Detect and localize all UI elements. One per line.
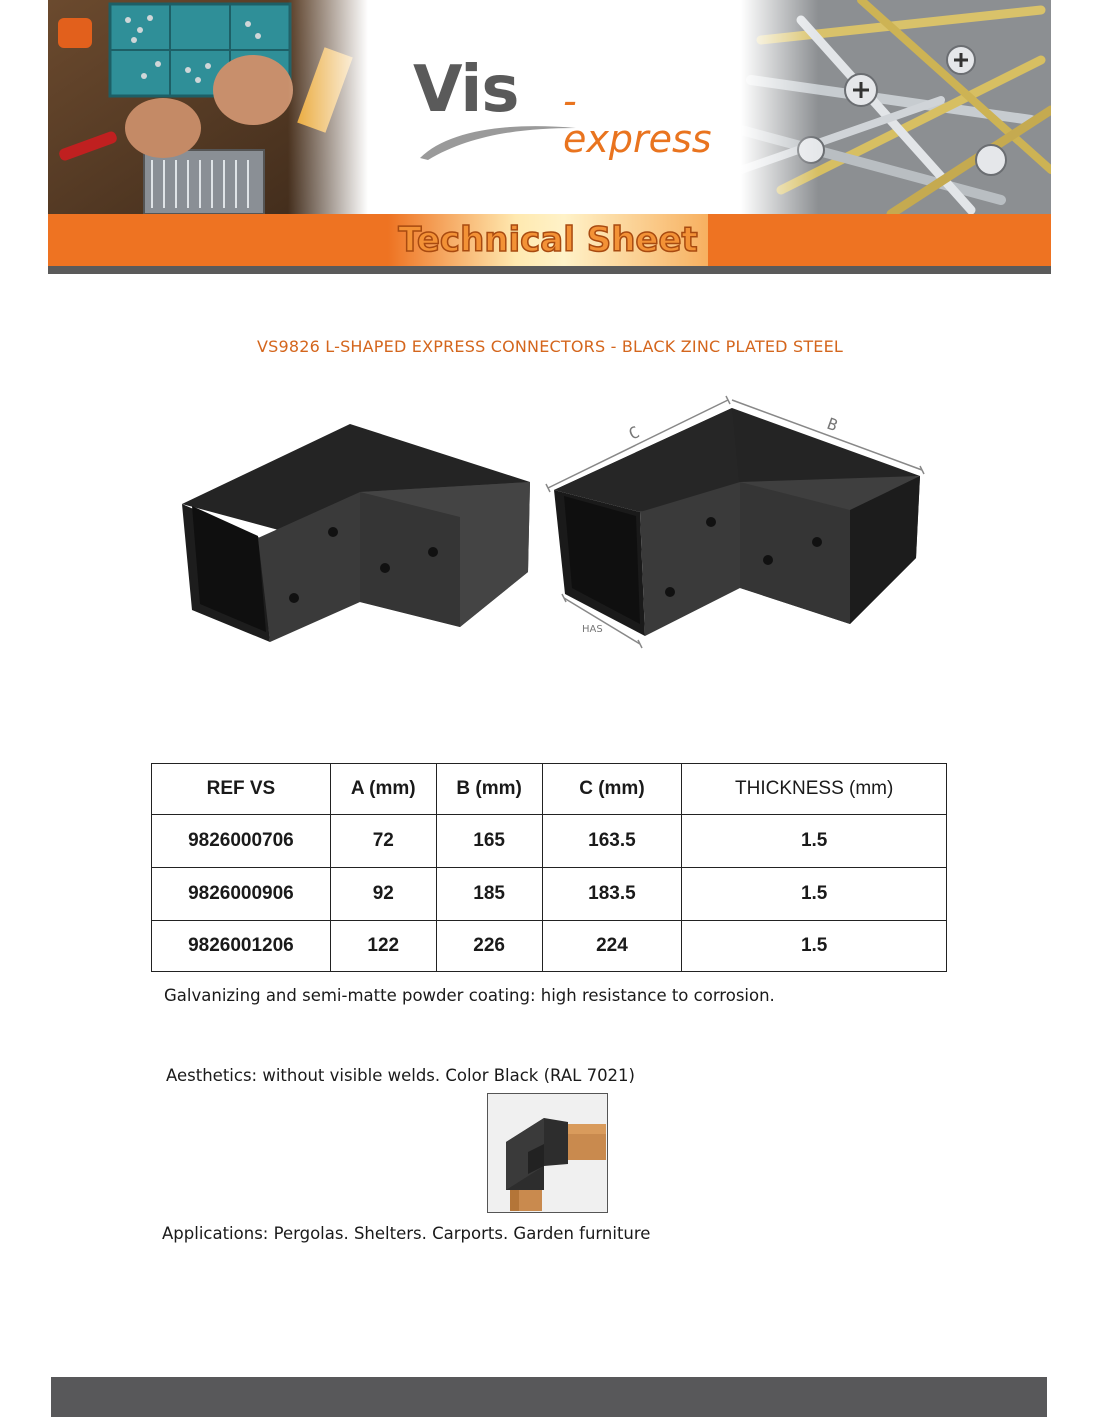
screws-photo [741, 0, 1051, 214]
table-row [152, 921, 947, 972]
logo-swoosh-icon [418, 120, 578, 160]
document-title: VS9826 L-SHAPED EXPRESS CONNECTORS - BLACK ZINC PLATED STEEL [256, 337, 844, 356]
cell-thickness: 1.5 [682, 868, 947, 921]
connector-left [182, 424, 530, 642]
cell-ref: 9826000906 [152, 868, 331, 921]
footer-bar [51, 1377, 1047, 1417]
cell-ref: 9826000706 [152, 815, 331, 868]
cell-a: 122 [330, 921, 436, 972]
logo-accent-text: -express [563, 79, 712, 161]
table-row [152, 868, 947, 921]
cell-c: 163.5 [542, 815, 682, 868]
header-c: C (mm) [542, 764, 682, 815]
specifications-table [151, 763, 947, 972]
header-banner [48, 0, 1051, 274]
cell-ref: 9826001206 [152, 921, 331, 972]
banner-title: Technical Sheet [398, 220, 698, 260]
aesthetics-note: Aesthetics: without visible welds. Color Black (RAL 7021) [166, 1066, 635, 1085]
header-a: A (mm) [330, 764, 436, 815]
cell-thickness: 1.5 [682, 921, 947, 972]
coating-note: Galvanizing and semi-matte powder coating: high resistance to corrosion. [164, 986, 775, 1005]
logo-main-text: Vis [413, 53, 519, 127]
vis-express-logo [413, 53, 712, 168]
tools-photo [48, 0, 368, 214]
header-thickness: THICKNESS (mm) [682, 764, 947, 815]
connector-on-wood-illustration [488, 1094, 606, 1211]
table-header-row [152, 764, 947, 815]
dimension-label-b: B [824, 413, 841, 436]
cell-thickness: 1.5 [682, 815, 947, 868]
cell-a: 92 [330, 868, 436, 921]
cell-b: 226 [436, 921, 542, 972]
cell-b: 185 [436, 868, 542, 921]
table-row [152, 815, 947, 868]
cell-b: 165 [436, 815, 542, 868]
applications-note: Applications: Pergolas. Shelters. Carports. Garden furniture [162, 1224, 651, 1243]
header-ref-vs: REF VS [152, 764, 331, 815]
cell-c: 224 [542, 921, 682, 972]
cell-c: 183.5 [542, 868, 682, 921]
dimension-label-a: HAS [582, 624, 603, 635]
product-diagram [170, 392, 930, 652]
header-b: B (mm) [436, 764, 542, 815]
cell-a: 72 [330, 815, 436, 868]
dimension-label-c: C [625, 422, 643, 444]
header-divider [48, 266, 1051, 274]
connector-right [554, 408, 920, 636]
application-thumbnail [487, 1093, 608, 1213]
